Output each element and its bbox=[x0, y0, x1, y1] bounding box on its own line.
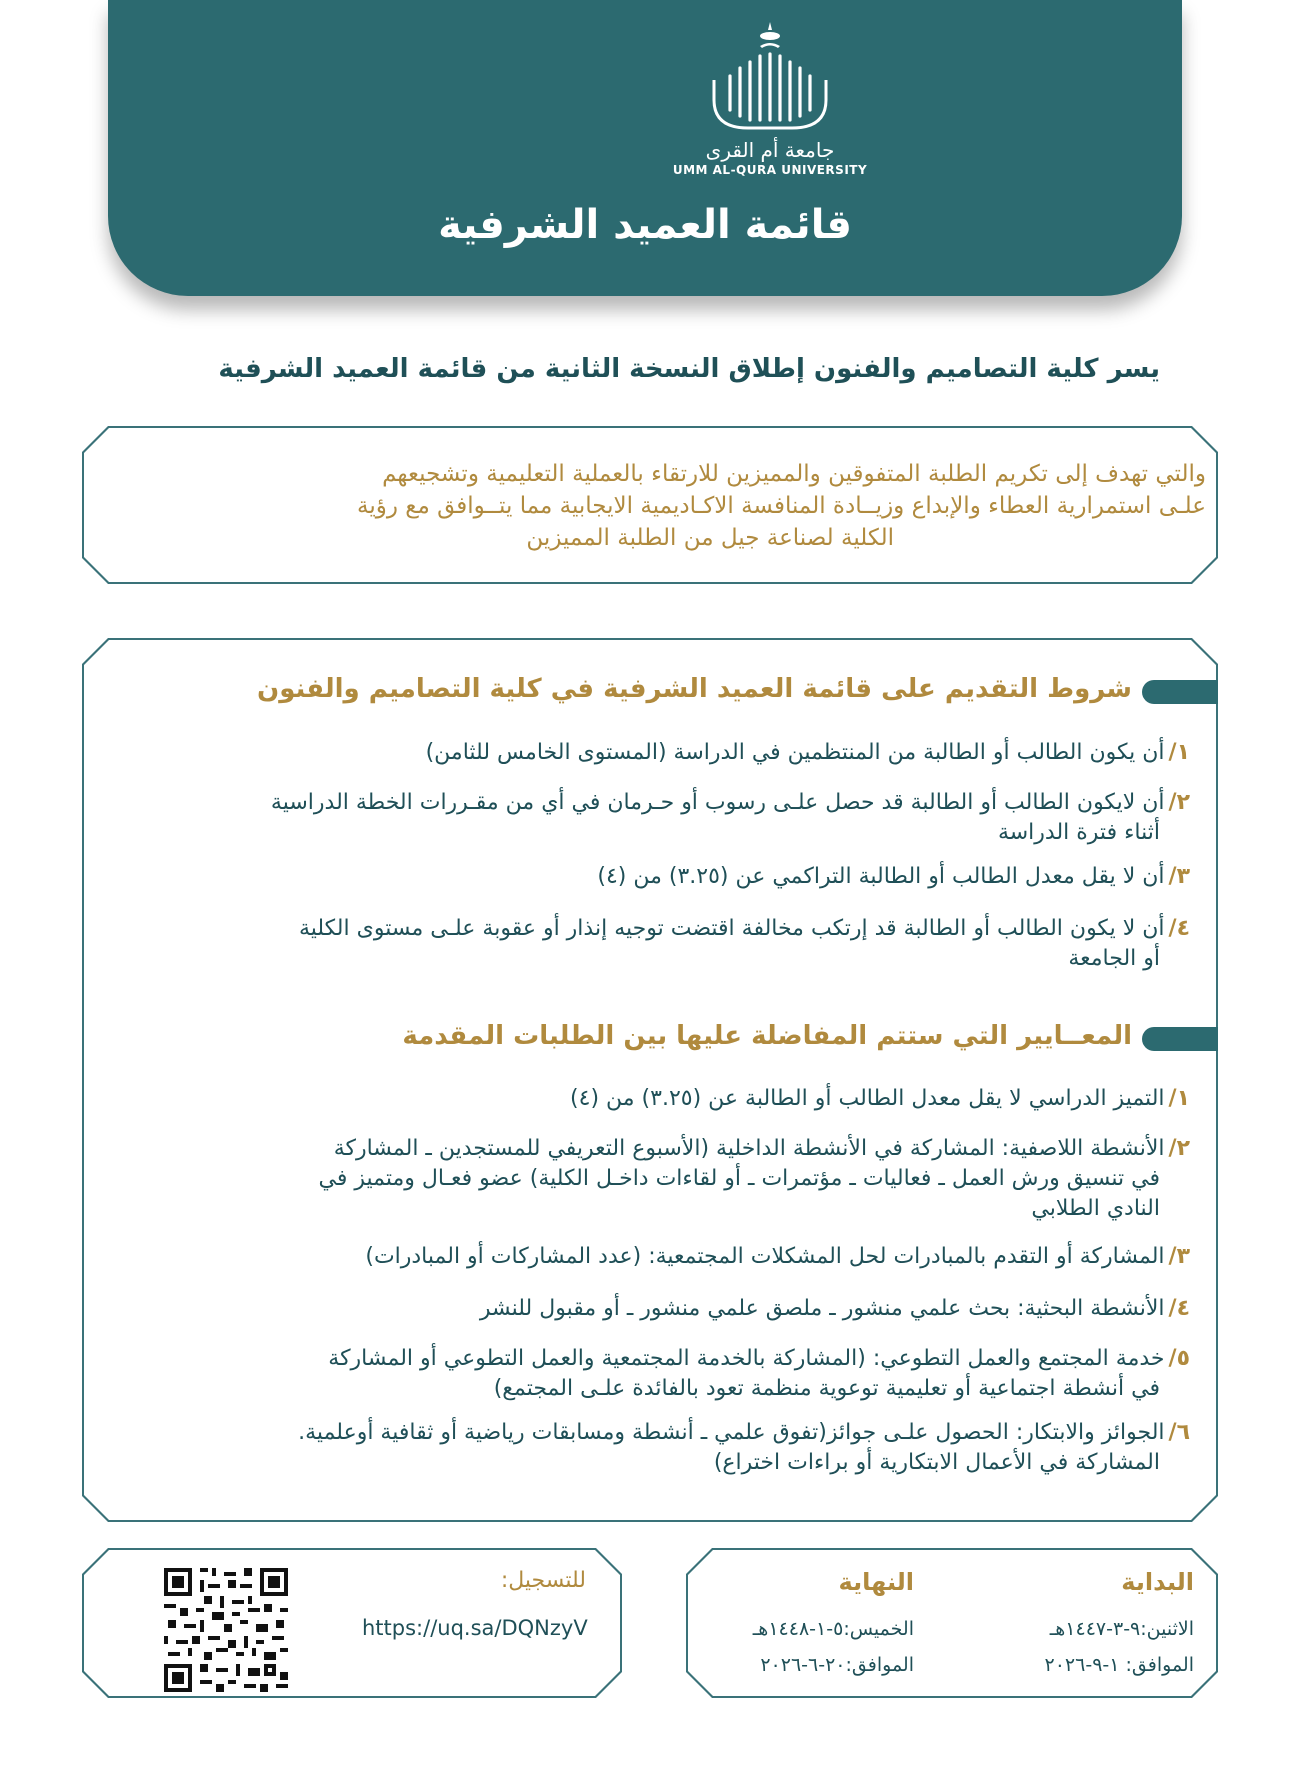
item-text: الأنشطة اللاصفية: المشاركة في الأنشطة الداخلية (الأسبوع التعريفي للمستجدين ـ المشاركة bbox=[333, 1136, 1165, 1161]
qr-code-icon bbox=[160, 1564, 292, 1696]
item-text: الأنشطة البحثية: بحث علمي منشور ـ ملصق علمي منشور ـ أو مقبول للنشر bbox=[479, 1296, 1165, 1321]
item-number: ٣/ bbox=[1168, 1244, 1190, 1269]
criteria-item bbox=[120, 1242, 1190, 1272]
criteria-item bbox=[100, 1344, 1190, 1404]
item-text: أو الجامعة bbox=[1068, 946, 1160, 971]
header-banner bbox=[108, 0, 1182, 296]
item-number: ٤/ bbox=[1168, 1296, 1190, 1321]
intro-line: علـى استمرارية العطاء والإبداع وزيــادة المنافسة الاكـاديمية الايجابية مما يتــوافق مع رؤية bbox=[356, 493, 1206, 519]
condition-item bbox=[120, 738, 1190, 768]
end-hijri: الخميس:٥-١-١٤٤٨هـ bbox=[752, 1618, 914, 1640]
item-text: أثناء فترة الدراسة bbox=[997, 820, 1160, 845]
university-logo-icon bbox=[708, 20, 832, 132]
condition-item bbox=[100, 788, 1190, 848]
item-number: ٣/ bbox=[1168, 864, 1190, 889]
item-text: في أنشطة اجتماعية أو تعليمية توعوية منظمة تعود بالفائدة علـى المجتمع) bbox=[493, 1376, 1160, 1401]
item-text: أن لايكون الطالب أو الطالبة قد حصل علـى رسوب أو حـرمان في أي من مقـررات الخطة الدراسية bbox=[270, 790, 1165, 815]
criteria-item bbox=[110, 1134, 1190, 1224]
start-gregorian: الموافق: ١-٩-٢٠٢٦ bbox=[1044, 1654, 1194, 1676]
conditions-title: شروط التقديم على قائمة العميد الشرفية في كلية التصاميم والفنون bbox=[257, 674, 1132, 704]
item-text: المشاركة في الأعمال الابتكارية أو براءات اختراع) bbox=[713, 1450, 1160, 1475]
item-text: التميز الدراسي لا يقل معدل الطالب أو الطالبة عن (٣.٢٥) من (٤) bbox=[570, 1086, 1165, 1111]
section-marker bbox=[1142, 1027, 1218, 1051]
item-number: ٤/ bbox=[1168, 916, 1190, 941]
item-text: خدمة المجتمع والعمل التطوعي: (المشاركة بالخدمة المجتمعية والعمل التطوعي أو المشاركة bbox=[328, 1346, 1165, 1371]
item-text: أن لا يكون الطالب أو الطالبة قد إرتكب مخالفة اقتضت توجيه إنذار أو عقوبة علـى مستوى الكلية bbox=[298, 916, 1165, 941]
item-number: ٥/ bbox=[1168, 1346, 1190, 1371]
intro-line: والتي تهدف إلى تكريم الطلبة المتفوقين والمميزين للارتقاء بالعملية التعليمية وتشجيعهم bbox=[382, 461, 1206, 487]
page-title: قائمة العميد الشرفية bbox=[438, 202, 852, 248]
start-title: البداية bbox=[1121, 1568, 1194, 1596]
item-text: في تنسيق ورش العمل ـ فعاليات ـ مؤتمرات ـ أو لقاءات داخـل الكلية) عضو فعـال ومتميز في bbox=[318, 1166, 1160, 1191]
item-text: أن لا يقل معدل الطالب أو الطالبة التراكمي عن (٣.٢٥) من (٤) bbox=[597, 864, 1165, 889]
item-number: ١/ bbox=[1168, 740, 1190, 765]
logo-arabic-text: جامعة أم القرى bbox=[705, 138, 835, 162]
item-number: ١/ bbox=[1168, 1086, 1190, 1111]
condition-item bbox=[100, 914, 1190, 974]
item-text: النادي الطلابي bbox=[1031, 1196, 1160, 1221]
intro-heading: يسر كلية التصاميم والفنون إطلاق النسخة الثانية من قائمة العميد الشرفية bbox=[218, 354, 1160, 384]
item-number: ٢/ bbox=[1168, 1136, 1190, 1161]
criteria-item bbox=[120, 1084, 1190, 1114]
item-number: ٦/ bbox=[1168, 1420, 1190, 1445]
criteria-item bbox=[100, 1418, 1190, 1478]
logo-english-text: UMM AL-QURA UNIVERSITY bbox=[672, 163, 868, 177]
intro-line: الكلية لصناعة جيل من الطلبة المميزين bbox=[526, 525, 894, 551]
intro-text bbox=[96, 458, 1206, 554]
criteria-item bbox=[120, 1294, 1190, 1324]
criteria-title: المعــايير التي ستتم المفاضلة عليها بين الطلبات المقدمة bbox=[402, 1021, 1132, 1051]
registration-label: للتسجيل: bbox=[500, 1568, 586, 1593]
condition-item bbox=[120, 862, 1190, 892]
start-hijri: الاثنين:٩-٣-١٤٤٧هـ bbox=[1049, 1618, 1194, 1640]
section-marker bbox=[1142, 680, 1218, 704]
end-title: النهاية bbox=[838, 1568, 914, 1596]
registration-link[interactable]: https://uq.sa/DQNzyV bbox=[362, 1616, 588, 1640]
item-text: المشاركة أو التقدم بالمبادرات لحل المشكلات المجتمعية: (عدد المشاركات أو المبادرات) bbox=[365, 1244, 1165, 1269]
end-gregorian: الموافق:٢٠-٦-٢٠٢٦ bbox=[760, 1654, 914, 1676]
item-text: الجوائز والابتكار: الحصول علـى جوائز(تفوق علمي ـ أنشطة ومسابقات رياضية أو ثقافية أوعلمية. bbox=[298, 1420, 1165, 1445]
item-number: ٢/ bbox=[1168, 790, 1190, 815]
item-text: أن يكون الطالب أو الطالبة من المنتظمين في الدراسة (المستوى الخامس للثامن) bbox=[425, 740, 1165, 765]
